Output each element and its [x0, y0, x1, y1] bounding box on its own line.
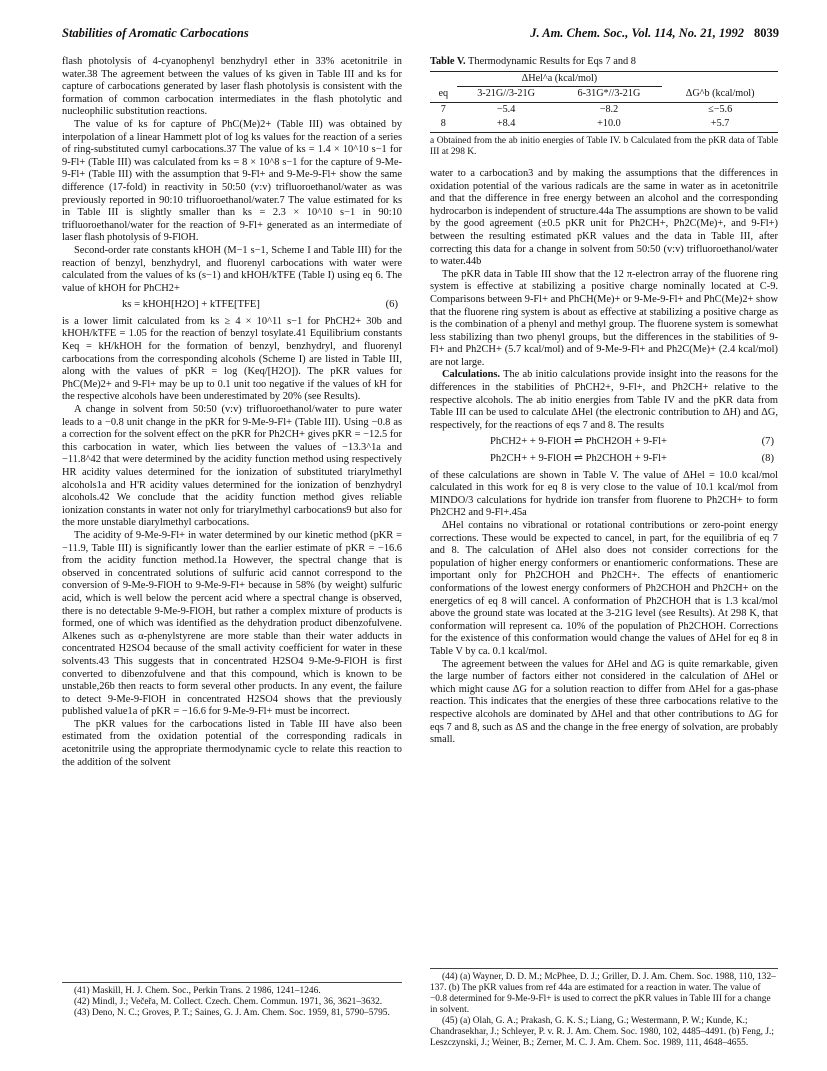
paragraph-text: The ab initio calculations provide insight into the reasons for the differences in the stabilities of PhCH2+, 9-Fl+, and Ph2CH+ relative to the respective alcohols. The ab initio energies from Table IV and the pKR data from Table III can be used to calculate ΔHel (the electronic contribution to ΔH) and ΔG, respectively, for the reactions of eqs 7 and 8. The results — [430, 369, 778, 431]
table-cell: 8 — [440, 118, 446, 130]
paragraph: Second-order rate constants kHOH (M−1 s−1, Scheme I and Table III) for the reaction of benzyl, benzhydryl, and fluorenyl carbocations with water were calculated from the values of ks (s−1) and kHOH/kTFE (Table I) using eq 6. The value of kHOH for PhCH2+ — [62, 244, 402, 294]
paragraph: The pKR data in Table III show that the 12 π-electron array of the fluorene ring system is effective at stabilizing a positive charge nominally located at C-9. Comparisons between 9-Fl+ and PhCH(Me)+ or 9-Me-9-Fl+ and PhC(Me)2+ show that the fluorene ring system is about as effective at stabilizing a positive charge as is the combination of a phenyl and methyl group. The fluorene system is somewhat less stabilizing than two phenyl groups, but the differences in the stabilities of 9-Fl+ and Ph2CH+ (5.7 kcal/mol) and of 9-Me-9-Fl+ and Ph2C(Me)+ (2.4 kcal/mol) are not large. — [430, 268, 778, 368]
footnote-divider — [62, 982, 402, 983]
table-title — [430, 56, 778, 69]
table-cell: +5.7 — [710, 118, 730, 130]
right-column — [430, 56, 778, 747]
paragraph: water to a carbocation3 and by making the assumptions that the differences in oxidation potential of the various radicals are the same in water as in acetonitrile and that the difference in free energy between an alcohol and the corresponding hydrocarbon is independent of structure.44a The assumptions are shown to be valid by the good agreement (±0.5 pKR unit for Ph2CH+, Ph2C(Me)+, and 9-Fl+) between the resulting estimated pKR values and the data in Table III, after correcting this data for a change in solvent from 50:50 (v:v) trifluoroethanol/water to water.44b — [430, 167, 778, 268]
section-heading: Calculations. — [442, 369, 501, 381]
table-cell: −5.4 — [496, 103, 516, 115]
reference: (45) (a) Olah, G. A.; Prakash, G. K. S.; Liang, G.; Westermann, P. W.; Kunde, K.; Chandrasekhar, J.; Schleyer, P. v. R. J. Am. Chem. Soc. 1980, 102, 4485–4491. (b) Feng, J.; Leszczynski, J.; Weiner, B.; Zerner, M. C. J. Am. Chem. Soc. 1989, 111, 4648–4655. — [430, 1016, 774, 1048]
equation-number: (6) — [385, 299, 398, 311]
thermodynamic-table — [430, 71, 778, 133]
table-header-cell — [430, 71, 457, 87]
table-cell: 7 — [440, 103, 446, 115]
equation-7 — [430, 436, 778, 449]
reference: (44) (a) Wayner, D. D. M.; McPhee, D. J.; Griller, D. J. Am. Chem. Soc. 1988, 110, 132–137. (b) The pKR values from ref 44a are estimated for a reaction in water. The value of −0.8 determined for 9-Me-9-Fl+ is used to correct the pKR values in Table III for a change in solvent. — [430, 972, 776, 1015]
left-column — [62, 56, 402, 769]
references-left — [62, 982, 402, 1019]
table-v — [430, 56, 778, 158]
paragraph: is a lower limit calculated from ks ≥ 4 × 10^11 s−1 for PhCH2+ 30b and kHOH/kTFE = 1.05 for the reaction of benzyl tosylate.41 Equilibrium constants Keq = kH/kHOH for the formation of benzyl, benzhydryl, and fluorenyl carbocations from the corresponding alcohols (Scheme I) are listed in Table III, along with the values of pKR = log (Keq/[H2O]). The pKR values for PhC(Me)2+ and 9-Fl+ may be up to 0.1 unit too negative if the values of kH for the respective alcohols have been underestimated by 20% (see Results). — [62, 315, 402, 403]
table-cell: +8.4 — [496, 118, 516, 130]
running-head-journal — [530, 26, 779, 41]
table-row — [430, 102, 778, 117]
reference: (41) Maskill, H. J. Chem. Soc., Perkin Trans. 2 1986, 1241–1246. — [74, 986, 321, 996]
paragraph: The agreement between the values for ΔHel and ΔG is quite remarkable, given the large number of factors either not considered in the calculation of ΔHel or which might cause ΔG for a solution reaction to differ from ΔHel for a gas-phase reaction. This indicates that the energies of these three carbocations relative to the respective alcohols are dominated by ΔHel and that other contributions to ΔG for eqs 7 and 8, such as ΔS and the change in the free energy of solvation, are probably small. — [430, 658, 778, 746]
equation-number: (7) — [761, 436, 774, 448]
paragraph: flash photolysis of 4-cyanophenyl benzhydryl ether in 33% acetonitrile in water.38 The agreement between the values of ks given in Table III and ks for capture of carbocations generated by laser flash photolysis is consistent with the formation of common carbocation intermediates in the flash photolytic and nucleophilic substitution reactions. — [62, 56, 402, 118]
running-head-title: Stabilities of Aromatic Carbocations — [62, 26, 249, 40]
reference: (43) Deno, N. C.; Groves, P. T.; Saines, G. J. Am. Chem. Soc. 1959, 81, 5790–5795. — [74, 1008, 390, 1018]
equation-6 — [62, 299, 402, 312]
table-header-cell: ΔG^b (kcal/mol) — [685, 87, 755, 99]
equation-text: ks = kHOH[H2O] + kTFE[TFE] — [122, 299, 260, 311]
table-row — [430, 117, 778, 132]
table-cell: ≤−5.6 — [708, 103, 733, 115]
table-footnote: a Obtained from the ab initio energies of Table IV. b Calculated from the pKR data of Table III at 298 K. — [430, 135, 778, 157]
paragraph: The acidity of 9-Me-9-Fl+ in water determined by our kinetic method (pKR = −11.9, Table III) is significantly lower than the earlier estimate of pKR = −16.6 from the acidity function method.1a However, the spectral change that is observed in concentrated solutions of sulfuric acid cannot correspond to the conversion of 9-Me-9-FlOH to 9-Me-9-Fl+ because in 58% (by weight) sulfuric acid, which is well below the percent acid where a spectral change is observed, there is no detectable 9-Me-9-FlOH, but rather a complex mixture of products is formed, one of which was identified as the dehydration product dibenzofulvene. Alkenes such as α-phenylstyrene are more stable than their water adducts in concentrated H2SO4 because of the small activity coefficient for water in these solvents.43 This suggests that in concentrated H2SO4 9-Me-9-FlOH is first converted to dibenzofulvene and that this compound, which is known to be unstable,26b then reacts to form several other products. In any event, the failure to detect 9-Me-9-FlOH in concentrated H2SO4 shows that the previously published value1a of pKR = −16.6 for 9-Me-9-Fl+ must be incorrect. — [62, 529, 402, 718]
footnote-divider — [430, 968, 778, 969]
table-group-header: ΔHel^a (kcal/mol) — [457, 71, 663, 87]
table-label: Table V. — [430, 56, 466, 67]
table-header-cell — [662, 71, 778, 87]
references-right — [430, 968, 778, 1049]
paragraph: The value of ks for capture of PhC(Me)2+ (Table III) was obtained by interpolation of a linear Hammett plot of log ks values for the reaction of a series of ring-substituted cumyl carbocations.37 The value of ks = 1.4 × 10^10 s−1 for 9-Fl+ (Table III) was calculated from ks = 8 × 10^8 s−1 for the capture of 9-Me-9-Fl+ (Table III) with the assumption that 9-Fl+ and 9-Me-9-Fl+ show the same difference (17-fold) in reactivity in 50:50 (v:v) trifluoroethanol/water as was previously reported in 90:10 trifluoroethanol/water.7 The value estimated for ks in Table III is slightly smaller than ks = 2.3 × 10^10 s−1 in 90:10 trifluoroethanol/water for the reaction of 9-Fl+ generated as an intermediate of laser flash photolysis of 9-FlOH. — [62, 118, 402, 244]
paragraph: of these calculations are shown in Table V. The value of ΔHel = 10.0 kcal/mol calculated in this work for eq 8 is very close to the value of 10.1 kcal/mol from MINDO/3 calculations for hydride ion transfer from fluorene to Ph2CH+ to form Ph2CH2 and 9-Fl+.45a — [430, 469, 778, 519]
table-cell: +10.0 — [597, 118, 621, 130]
page-number: 8039 — [754, 26, 779, 40]
reference: (42) Mindl, J.; Večeřa, M. Collect. Czech. Chem. Commun. 1971, 36, 3621–3632. — [74, 997, 383, 1007]
paragraph: ΔHel contains no vibrational or rotational contributions or zero-point energy corrections. These would be expected to cancel, in part, for the equilibria of eq 7 and 8. The calculation of ΔHel also does not consider corrections for the population of higher energy conformers or enantiomeric conformations. These are important only for Ph2CHOH and Ph2CH+. The effects of enantiomeric conformations of the lowest energy conformers of Ph2CHOH and Ph2CH+ on the energetics of eq 8 will cancel. A conformation of Ph2CHOH that is 1.3 kcal/mol above the ground state was located at the 3-21G level (see Results). At 298 K, that conformation will represent ca. 10% of the population of Ph2CHOH. Corrections for the existence of this conformation would change the values of ΔHel for eq 8 in Table V by ca. 0.1 kcal/mol. — [430, 520, 778, 657]
equation-text: Ph2CH+ + 9-FlOH ⇌ Ph2CHOH + 9-Fl+ — [490, 453, 667, 465]
running-head — [62, 26, 779, 44]
table-header-cell: 3-21G//3-21G — [477, 88, 535, 100]
paragraph: A change in solvent from 50:50 (v:v) trifluoroethanol/water to pure water leads to a −0.8 unit change in the pKR for 9-Me-9-Fl+ (Table III). Using −0.8 as a correction for the solvent effect on the pKR for Ph2CH+ gives pKR = −12.5 for this carbocation in water, which lies between the values of −13.3^1a and −11.8^42 that were determined by the acidity function method using respectively HR acidity values determined for the ionization of substituted triarylmethyl alcohols1a and H'R acidity values determined for the ionization of benzhydryl alcohols.42 We conclude that the acidity function method gives reliable ionization constants in water not only for triarylmethyl carbocations9 but also for the more unstable diarylmethyl carbocations. — [62, 404, 402, 529]
equation-text: PhCH2+ + 9-FlOH ⇌ PhCH2OH + 9-Fl+ — [490, 436, 667, 448]
table-caption: Thermodynamic Results for Eqs 7 and 8 — [468, 56, 636, 67]
calculations-paragraph — [430, 369, 778, 432]
table-header-cell: 6-31G*//3-21G — [577, 88, 641, 100]
running-head-citation: J. Am. Chem. Soc., Vol. 114, No. 21, 1992 — [530, 26, 744, 40]
equation-8 — [430, 453, 778, 466]
table-header-cell: eq — [438, 87, 449, 99]
table-cell: −8.2 — [599, 103, 619, 115]
equation-number: (8) — [761, 453, 774, 465]
paragraph: The pKR values for the carbocations listed in Table III have also been estimated from the oxidation potential of the corresponding radicals in acetonitrile using the appropriate thermodynamic cycle to relate this reaction to the addition of the solvent — [62, 718, 402, 768]
